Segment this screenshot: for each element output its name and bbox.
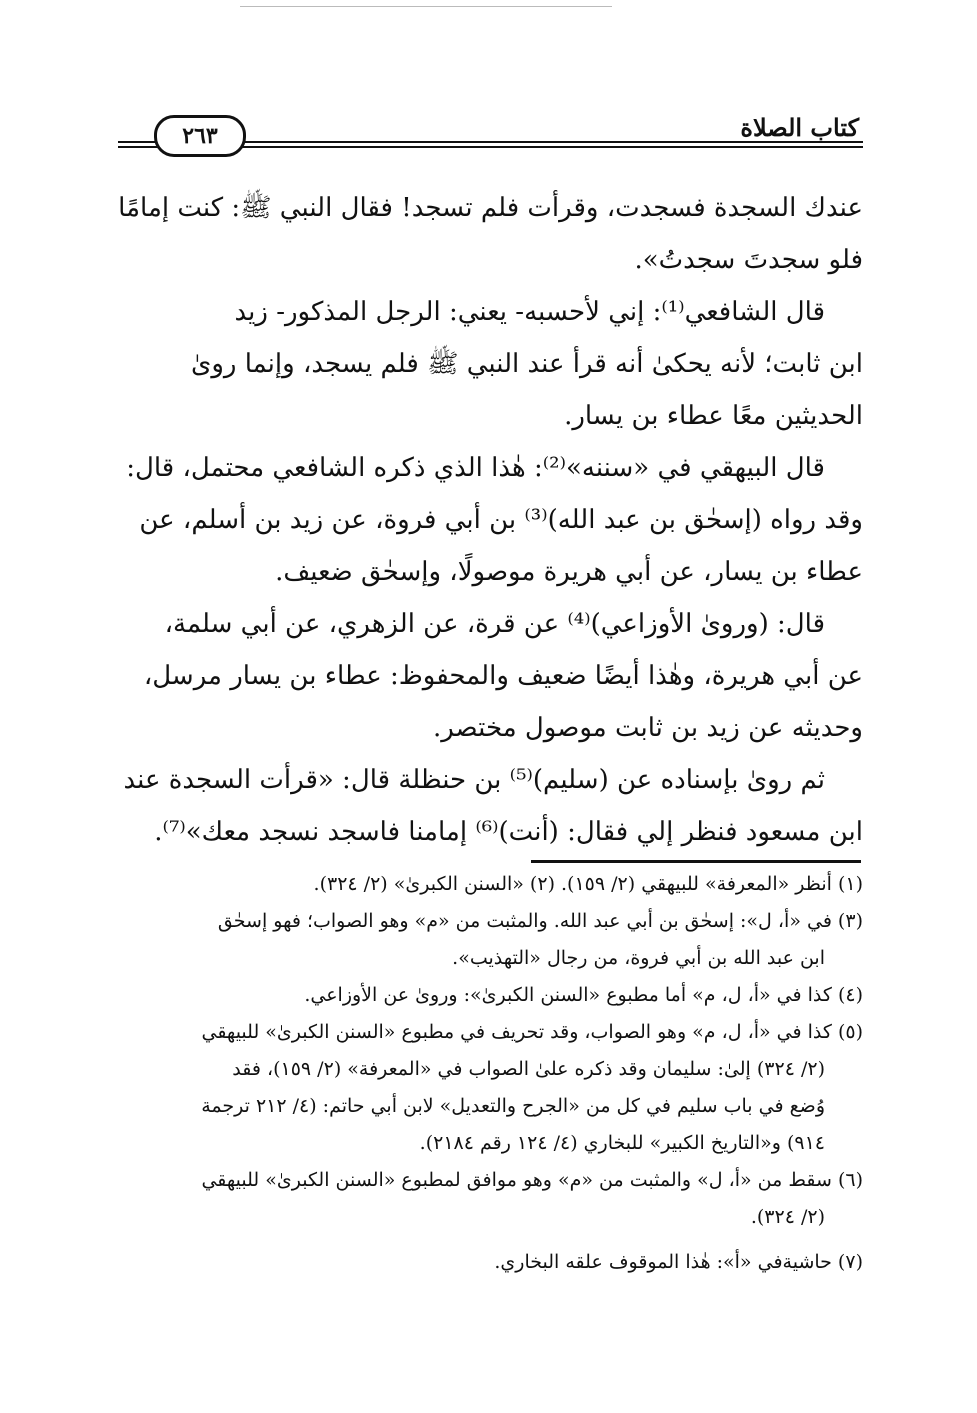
main-line: قال البيهقي في «سننه»⁽²⁾: هٰذا الذي ذكره الشافعي محتمل، قال:: [126, 453, 825, 483]
footnote-line: وُضع في باب سليم في كل من «الجرح والتعديل» لابن أبي حاتم: (٤/ ٢١٢ ترجمة: [201, 1095, 825, 1117]
footnotes: [117, 866, 863, 1281]
footnote-line: (٢/ ٣٢٤) إلىٰ: سليمان وقد ذكره علىٰ الصواب في «المعرفة» (٢/ ١٥٩)، فقد: [232, 1058, 825, 1080]
main-line: عطاء بن يسار، عن أبي هريرة موصولًا، وإسحٰق ضعيف.: [275, 557, 863, 587]
main-line: فلو سجدتَ سجدتُ».: [634, 245, 863, 275]
top-edge-rule: [240, 6, 612, 7]
main-line: ابن مسعود فنظر إلي فقال: (أنت)⁽⁶⁾ إمامنا فاسجد نسجد معك»⁽⁷⁾.: [154, 817, 863, 847]
page-number-badge: ٢٦٣: [154, 115, 246, 157]
page-header: [118, 110, 863, 158]
main-line: قال الشافعي⁽¹⁾: إني لأحسبه- يعني: الرجل المذكور- زيد: [234, 297, 825, 327]
footnote-line: (١) أنظر «المعرفة» للبيهقي (٢/ ١٥٩). (٢) «السنن الكبرىٰ» (٢/ ٣٢٤).: [313, 873, 863, 895]
book-title: كتاب الصلاة: [740, 113, 859, 142]
footnote-line: ابن عبد الله بن أبي فروة، من رجال «التهذيب».: [452, 947, 825, 969]
main-line: ثم روىٰ بإسناده عن (سليم)⁽⁵⁾ بن حنظلة قال: «قرأت السجدة عند: [123, 765, 825, 795]
footnote-separator: [531, 860, 861, 863]
footnote-line: (٥) كذا في «أ، ل، م» وهو الصواب، وقد تحريف في مطبوع «السنن الكبرىٰ» للبيهقي: [201, 1021, 863, 1043]
footnote-line: (٢/ ٣٢٤).: [750, 1206, 825, 1228]
main-line: قال: (وروىٰ الأوزاعي)⁽⁴⁾ عن قرة، عن الزهري، عن أبي سلمة،: [164, 609, 825, 639]
main-line: عندك السجدة فسجدت، وقرأت فلم تسجد! فقال النبي ﷺ: كنت إمامًا: [118, 193, 863, 223]
main-text: [117, 182, 863, 858]
main-line: وقد رواه (إسحٰق بن عبد الله)⁽³⁾ بن أبي فروة، عن زيد بن أسلم، عن: [139, 505, 863, 535]
main-line: ابن ثابت؛ لأنه يحكىٰ أنه قرأ عند النبي ﷺ فلم يسجد، وإنما روىٰ: [190, 349, 863, 379]
footnote-line: ٩١٤) و«التاريخ الكبير» للبخاري (٤/ ١٢٤ رقم ٢١٨٤).: [419, 1132, 825, 1154]
footnote-line: (٦) سقط من «أ، ل» والمثبت من «م» وهو موافق لمطبوع «السنن الكبرىٰ» للبيهقي: [201, 1169, 863, 1191]
footnote-line: (٧) حاشيةفي «أ»: هٰذا الموقوف علقه البخاري.: [494, 1251, 863, 1273]
main-line: الحديثين معًا عطاء بن يسار.: [564, 401, 863, 431]
main-line: وحديثه عن زيد بن ثابت موصول مختصر.: [432, 713, 863, 743]
main-line: عن أبي هريرة، وهٰذا أيضًا ضعيف والمحفوظ: عطاء بن يسار مرسل،: [143, 661, 863, 691]
footnote-line: (٣) في «أ، ل»: إسحٰق بن أبي عبد الله. والمثبت من «م» وهو الصواب؛ فهو إسحٰق: [217, 910, 863, 932]
footnote-line: (٤) كذا في «أ، ل، م» أما مطبوع «السنن الكبرىٰ»: وروىٰ عن الأوزاعي.: [304, 984, 863, 1006]
